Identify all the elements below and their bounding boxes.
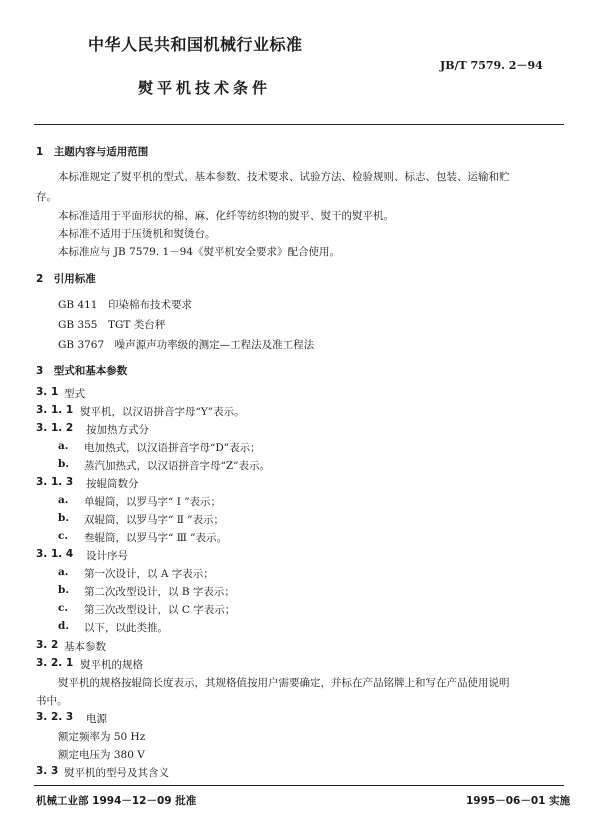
section-1-paragraph-2: 本标准适用于平面形状的棉、麻、化纤等纺织物的熨平、熨干的熨平机。 — [58, 210, 394, 222]
list-item-label: d. — [58, 620, 69, 632]
list-item-label: c. — [58, 602, 69, 614]
clause-title-3-2-1: 熨平机的规格 — [80, 659, 143, 671]
clause-number-3-1-2: 3. 1. 2 — [36, 422, 74, 434]
reference-standard: GB 3767 噪声源声功率级的测定—工程法及准工程法 — [58, 339, 315, 351]
clause-title-3-1-3: 按辊筒数分 — [86, 478, 139, 490]
list-item: 电加热式，以汉语拼音字母“D”表示； — [84, 442, 261, 454]
list-item: 双辊筒，以罗马字“ Ⅱ ”表示； — [84, 514, 225, 526]
clause-number-3-2-3: 3. 2. 3 — [36, 711, 74, 723]
clause-number-3-1-4: 3. 1. 4 — [36, 548, 74, 560]
list-item: 单辊筒，以罗马字“ Ⅰ ”表示； — [84, 496, 222, 508]
approval-date: 机械工业部 1994－12－09 批准 — [36, 795, 197, 807]
clause-text-3-2-1-line-1: 熨平机的规格按辊筒长度表示，其规格值按用户需要确定，并标在产品铭牌上和写在产品使用说明 — [58, 677, 510, 689]
clause-number-3-1-1: 3. 1. 1 — [36, 404, 74, 416]
clause-text-3-2-1-line-2: 书中。 — [36, 695, 68, 707]
section-1-paragraph-1-line-1: 本标准规定了熨平机的型式、基本参数、技术要求、试验方法、检验规则、标志、包装、运输和贮 — [58, 171, 510, 183]
list-item-label: b. — [58, 458, 69, 470]
clause-title-3-1-4: 设计序号 — [86, 550, 128, 562]
standard-number: JB/T 7579. 2－94 — [440, 59, 543, 72]
section-1-paragraph-3: 本标准不适用于压烫机和熨烫台。 — [58, 228, 216, 240]
section-2-heading: 2 引用标准 — [36, 273, 96, 285]
clause-number-3-1: 3. 1 — [36, 386, 59, 398]
list-item: 叁辊筒，以罗马字“ Ⅲ ”表示。 — [84, 532, 228, 544]
list-item: 蒸汽加热式，以汉语拼音字母“Z”表示。 — [84, 460, 271, 472]
list-item-label: c. — [58, 530, 69, 542]
list-item-label: a. — [58, 494, 69, 506]
reference-standard: GB 411 印染棉布技术要求 — [58, 299, 192, 311]
rated-frequency: 额定频率为 50 Hz — [58, 731, 146, 743]
section-1-heading: 1 主题内容与适用范围 — [36, 146, 149, 158]
clause-title-3-1-2: 按加热方式分 — [86, 424, 149, 436]
header-divider — [34, 124, 564, 125]
implementation-date: 1995－06－01 实施 — [466, 795, 571, 807]
list-item-label: b. — [58, 512, 69, 524]
list-item-label: a. — [58, 566, 69, 578]
rated-voltage: 额定电压为 380 V — [58, 749, 145, 761]
section-1-paragraph-4: 本标准应与 JB 7579. 1－94《熨平机安全要求》配合使用。 — [58, 246, 341, 258]
clause-number-3-1-3: 3. 1. 3 — [36, 476, 74, 488]
list-item: 第二次改型设计，以 B 字表示； — [84, 586, 235, 598]
document-title: 熨平机技术条件 — [138, 79, 272, 97]
list-item-label: b. — [58, 584, 69, 596]
footer-divider — [34, 785, 564, 786]
clause-title-3-1: 型式 — [64, 388, 85, 400]
list-item: 第三次改型设计，以 C 字表示； — [84, 604, 236, 616]
clause-title-3-2: 基本参数 — [64, 641, 106, 653]
clause-title-3-3: 熨平机的型号及其含义 — [64, 767, 169, 779]
reference-standard: GB 355 TGT 类台秤 — [58, 319, 166, 331]
clause-number-3-2-1: 3. 2. 1 — [36, 657, 74, 669]
clause-title-3-2-3: 电源 — [86, 713, 107, 725]
clause-number-3-3: 3. 3 — [36, 765, 59, 777]
list-item: 以下，以此类推。 — [84, 622, 168, 634]
list-item-label: a. — [58, 440, 69, 452]
section-1-paragraph-1-line-2: 存。 — [36, 191, 57, 203]
clause-number-3-2: 3. 2 — [36, 639, 59, 651]
list-item: 第一次设计，以 A 字表示； — [84, 568, 214, 580]
clause-text-3-1-1: 熨平机，以汉语拼音字母“Y”表示。 — [80, 406, 245, 418]
issuing-organization: 中华人民共和国机械行业标准 — [88, 35, 303, 54]
section-3-heading: 3 型式和基本参数 — [36, 365, 128, 377]
